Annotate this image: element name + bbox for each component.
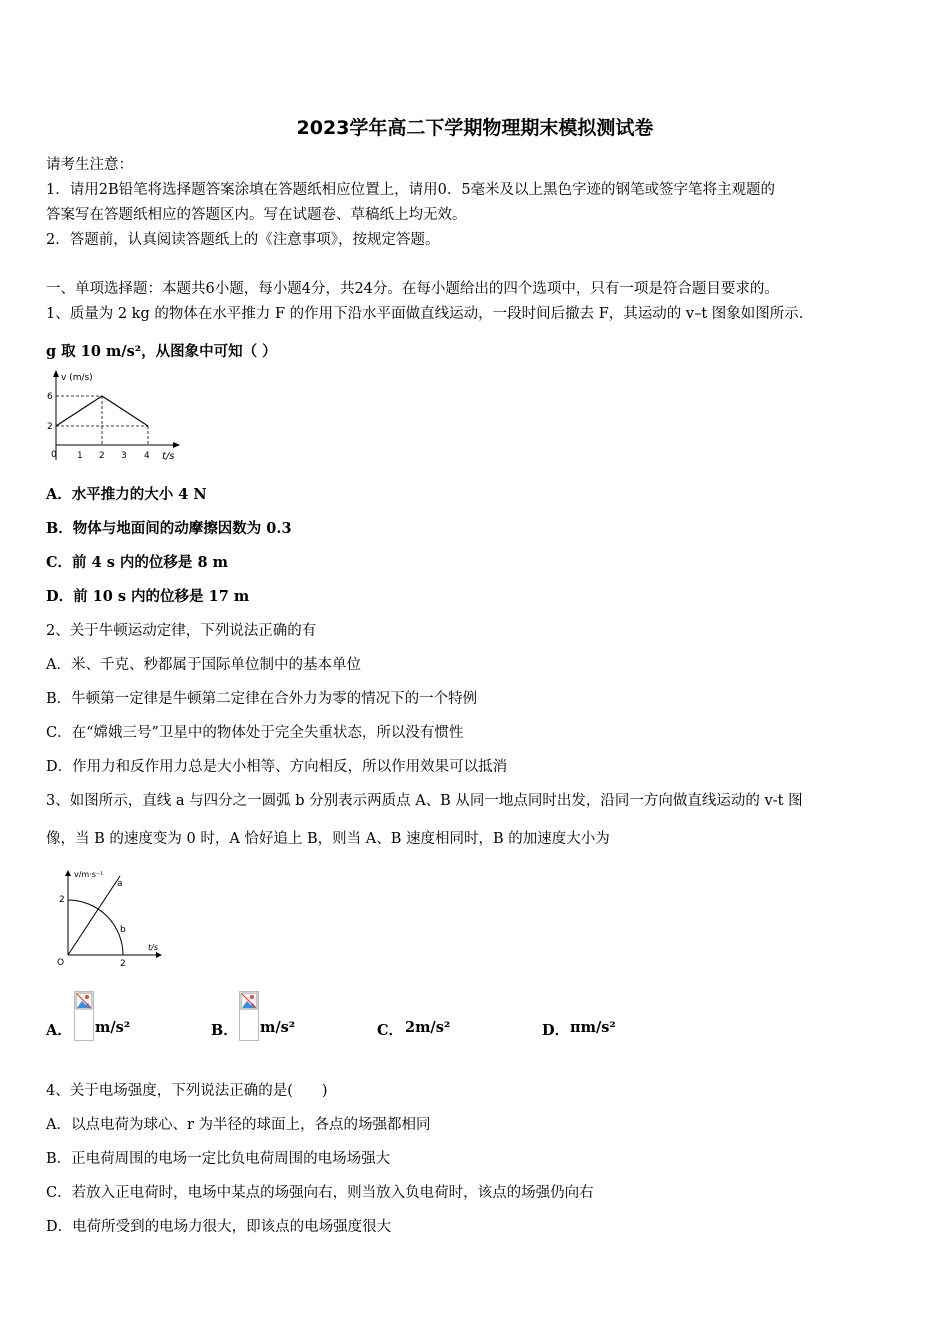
q2-option-d: D．作用力和反作用力总是大小相等、方向相反，所以作用效果可以抵消 [46,759,508,775]
q3-option-a-letter: A． [46,1022,72,1039]
q3-line-a-label: a [117,879,123,889]
q1-x-tick-2: 2 [99,451,105,461]
q3-option-a-broken-image [74,991,94,1041]
question-3-stem-2: 像，当 B 的速度变为 0 时，A 恰好追上 B，则当 A、B 速度相同时，B 的加速度大小为 [46,831,610,847]
notice-line-1b: 答案写在答题纸相应的答题区内。写在试题卷、草稿纸上均无效。 [46,207,467,223]
q1-y-tick-2: 2 [47,422,53,432]
q3-option-a-unit: m/s² [95,1019,131,1036]
q3-vt-graph [50,862,170,970]
q1-option-d: D．前 10 s 内的位移是 17 m [46,588,250,605]
section-heading: 一、单项选择题：本题共6小题，每小题4分，共24分。在每小题给出的四个选项中，只有一项是符合题目要求的。 [46,281,779,297]
q1-x-tick-4: 4 [144,451,150,461]
q1-origin-label: 0 [51,450,57,460]
question-2-stem: 2、关于牛顿运动定律，下列说法正确的有 [46,623,317,639]
q4-option-b: B．正电荷周围的电场一定比负电荷周围的电场场强大 [46,1151,391,1167]
q3-option-d-letter: D． [542,1022,570,1039]
broken-image-icon [75,992,93,1010]
q1-x-axis-label: t/s [162,451,175,462]
q1-option-c: C．前 4 s 内的位移是 8 m [46,554,228,571]
q2-option-b: B．牛顿第一定律是牛顿第二定律在合外力为零的情况下的一个特例 [46,691,478,707]
q4-option-c: C．若放入正电荷时，电场中某点的场强向右，则当放入负电荷时，该点的场强仍向右 [46,1185,594,1201]
q3-arc-b-label: b [120,925,126,935]
q3-option-c-value: 2m/s² [405,1019,451,1036]
q3-y-tick-2: 2 [59,895,65,905]
q3-y-axis-label: v/m·s⁻¹ [74,870,104,879]
q1-x-tick-3: 3 [121,451,127,461]
notice-heading: 请考生注意： [46,157,133,173]
q3-x-tick-2: 2 [120,959,126,969]
broken-image-icon [240,992,258,1010]
q1-vt-graph [44,366,184,466]
q1-x-tick-1: 1 [77,451,83,461]
q3-option-c-letter: C． [377,1022,404,1039]
question-3-stem-1: 3、如图所示，直线 a 与四分之一圆弧 b 分别表示两质点 A、B 从同一地点同时出发，沿同一方向做直线运动的 v-t 图 [46,793,803,809]
q4-option-d: D．电荷所受到的电场力很大，即该点的电场强度很大 [46,1219,392,1235]
q4-option-a: A．以点电荷为球心、r 为半径的球面上，各点的场强都相同 [46,1117,431,1133]
q3-x-axis-label: t/s [148,943,158,952]
notice-line-2: 2．答题前，认真阅读答题纸上的《注意事项》，按规定答题。 [46,232,440,248]
q3-option-b-broken-image [239,991,259,1041]
q1-option-a: A．水平推力的大小 4 N [46,486,207,503]
q2-option-c: C．在“嫦娥三号”卫星中的物体处于完全失重状态，所以没有惯性 [46,725,464,741]
question-1-stem-2: g 取 10 m/s²，从图象中可知（ ） [46,343,277,360]
question-1-stem-1: 1、质量为 2 kg 的物体在水平推力 F 的作用下沿水平面做直线运动，一段时间后撤去 F，其运动的 v–t 图象如图所示. [46,306,804,322]
question-4-stem: 4、关于电场强度，下列说法正确的是( ) [46,1083,328,1099]
q2-option-a: A．米、千克、秒都属于国际单位制中的基本单位 [46,657,361,673]
q3-origin-label: O [57,958,65,968]
q1-option-b: B．物体与地面间的动摩擦因数为 0.3 [46,520,292,537]
q3-option-b-letter: B． [211,1022,238,1039]
q1-y-axis-label: v (m/s) [61,373,93,383]
notice-line-1a: 1．请用2B铅笔将选择题答案涂填在答题纸相应位置上，请用0．5毫米及以上黑色字迹的钢笔或签字笔将主观题的 [46,182,776,198]
q3-option-b-unit: m/s² [260,1019,296,1036]
q3-option-d-value: πm/s² [570,1019,616,1036]
q1-y-tick-6: 6 [47,392,53,402]
page-title: 2023学年高二下学期物理期末模拟测试卷 [296,117,654,139]
